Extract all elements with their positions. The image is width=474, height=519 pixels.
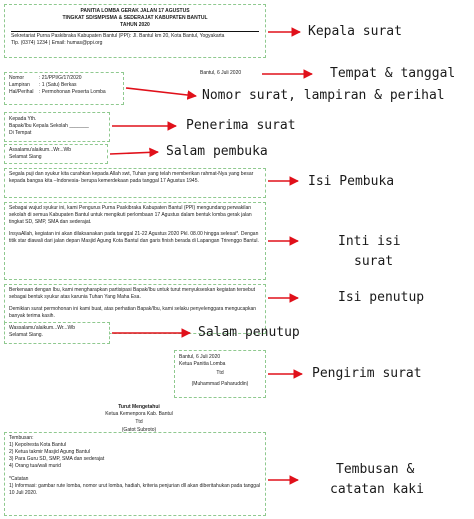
greeting-line-1: Assalamu'alaikum...Wr...Wb xyxy=(9,147,71,153)
lampiran-label: Lampiran xyxy=(9,82,30,88)
label-salam-pembuka: Salam pembuka xyxy=(166,144,268,159)
recipient-line-1: Kepada Yth. xyxy=(9,116,37,122)
lampiran-value: : 1 (Satu) Berkas xyxy=(39,82,77,88)
label-inti-isi-1: Inti isi xyxy=(338,234,401,249)
label-tembusan-1: Tembusan & xyxy=(336,462,415,477)
acknowledged-name: (Gatot Subroto) xyxy=(121,427,157,433)
hal-label: Hal/Perihal xyxy=(9,89,34,95)
cc-item: 4) Orang tua/wali murid xyxy=(9,463,61,469)
letter-recipient xyxy=(4,112,110,142)
label-tembusan-2: catatan kaki xyxy=(330,482,424,497)
note-title: *Catatan xyxy=(9,476,29,482)
recipient-line-2: Bapak/Ibu Kepala Sekolah _______ xyxy=(9,123,89,129)
header-divider xyxy=(11,31,259,32)
sender-block xyxy=(174,350,266,398)
acknowledged-title: Turut Mengetahui xyxy=(118,404,160,410)
sender-date: Bantul, 6 Juli 2020 xyxy=(179,354,221,360)
cc-item: 2) Ketua takmir Masjid Agung Bantul xyxy=(9,449,90,455)
note-text: 1) Informasi: gambar rute lomba, nomor urut lomba, hadiah, kriteria penjurian dll akan diberitahukan pada tanggal 10 Juli 2020. xyxy=(9,483,260,496)
letter-header xyxy=(4,4,266,58)
closing-paragraph-2: Demikian surat permohonan ini kami buat, atas perhatian Bapak/Ibu, kami selaku penyelenggara mengucapkan banyak terima kasih. xyxy=(9,306,257,319)
label-kepala-surat: Kepala surat xyxy=(308,24,402,39)
header-line-3: TAHUN 2020 xyxy=(120,22,150,28)
acknowledged-ttd: Ttd xyxy=(135,419,143,425)
label-tempat-tanggal: Tempat & tanggal xyxy=(330,66,456,81)
cc-item: 3) Para Guru SD, SMP, SMA dan sederajat xyxy=(9,456,105,462)
acknowledged-role: Ketua Kemenpora Kab. Bantul xyxy=(105,411,173,417)
acknowledged-block xyxy=(84,404,194,434)
sender-name: (Muhammad Paharuddin) xyxy=(191,381,249,387)
content-section xyxy=(4,202,266,280)
nomor-value: : 21/PPI/G/17/2020 xyxy=(39,75,82,81)
header-contact: Tlp. (0374) 1234 | Email: humas@ppi.org xyxy=(11,40,103,46)
header-address: Sekretariat Purna Paskibraka Kabupaten Bantul (PPI): Jl. Bantul km 20, Kota Bantul, Yogyakarta xyxy=(11,33,225,39)
cc-item: 1) Kepolresta Kota Bantul xyxy=(9,442,66,448)
label-nomor-surat: Nomor surat, lampiran & perihal xyxy=(202,88,445,103)
closing-greeting-line-2: Selamat Siang. xyxy=(9,332,43,338)
header-line-2: TINGKAT SD/SMP/SMA & SEDERAJAT KABUPATEN BANTUL xyxy=(62,15,208,21)
sender-role: Ketua Panitia Lomba xyxy=(179,361,226,367)
nomor-label: Nomor xyxy=(9,75,25,81)
letter-meta xyxy=(4,72,124,105)
cc-footnote xyxy=(4,432,266,516)
label-salam-penutup: Salam penutup xyxy=(198,325,300,340)
opening-greeting xyxy=(4,144,108,164)
header-line-1: PANITIA LOMBA GERAK JALAN 17 AGUSTUS xyxy=(80,8,190,14)
place-date: Bantul, 6 Juli 2020 xyxy=(200,70,242,76)
recipient-line-3: Di Tempat xyxy=(9,130,32,136)
content-paragraph-1: Sebagai wujud syukur ini, kami Pengurus Purna Paskibraka Kabupaten Bantul (PPI) mengundang perwakilan sekolah di semua Kabupaten Bantul untuk mengikuti perlombaan 17 Agustus dalam bentuk lomba gerak jalan tingkat SD, SMP, SMA dan sederajat. xyxy=(9,205,252,225)
label-pengirim-surat: Pengirim surat xyxy=(312,366,422,381)
closing-paragraph-1: Berkenaan dengan Ibu, kami mengharapkan partisipasi Bapak/Ibu untuk turut menyukseskan kegiatan tersebut sebagai bentuk syukur atas karunia Tuhan Yang Maha Esa. xyxy=(9,287,255,300)
label-penerima-surat: Penerima surat xyxy=(186,118,296,133)
hal-value: : Permohonan Peserta Lomba xyxy=(39,89,106,95)
opening-text: Segala puji dan syukur kita curahkan kepada Allah swt, Tuhan yang telah memberikan rahmat-Nya yang besar kepada bangsa kita –Indonesia- berupa kemerdekaan pada tanggal 17 Agustus 1945. xyxy=(9,171,254,184)
opening-paragraph xyxy=(4,168,266,198)
closing-greeting-line-1: Wassalamu'alaikum...Wr...Wb xyxy=(9,325,75,331)
closing-greeting xyxy=(4,322,110,344)
greeting-line-2: Selamat Siang xyxy=(9,154,42,160)
label-isi-penutup: Isi penutup xyxy=(338,290,425,305)
sender-ttd: Ttd xyxy=(216,370,224,376)
label-isi-pembuka: Isi Pembuka xyxy=(308,174,395,189)
label-inti-isi-2: surat xyxy=(354,254,394,269)
cc-title: Tembusan: xyxy=(9,435,34,441)
content-paragraph-2: InsyaAllah, kegiatan ini akan dilaksanakan pada tanggal 21-22 Agustus 2020 Pkl. 08.00 hingga selesai*. Dengan titik star diawali dari jalan depan Masjid Agung Kota Bantul dan garis finish berada di Lapangan Trirenggo Bantul. xyxy=(9,231,259,244)
